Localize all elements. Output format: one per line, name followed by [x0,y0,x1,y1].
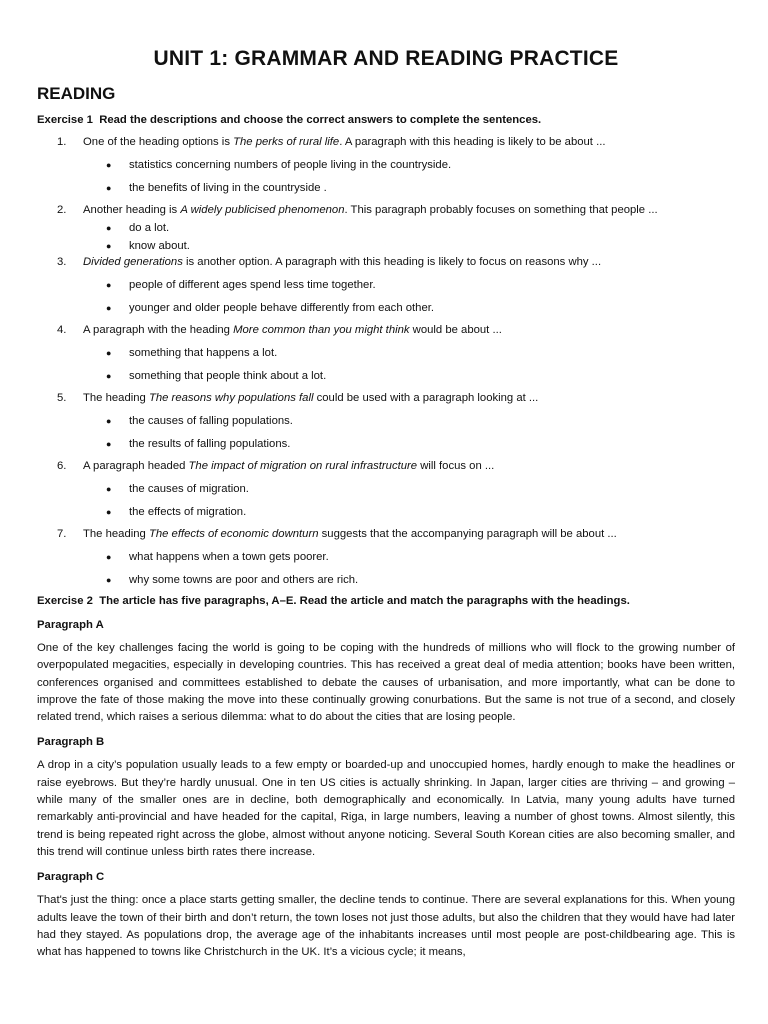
option-item[interactable] [37,504,735,520]
question-heading-italic: More common than you might think [233,324,410,336]
question-text-tail: would be about ... [409,324,502,336]
option-list [83,413,735,452]
option-item[interactable] [37,277,735,293]
option-item[interactable] [37,572,735,588]
question-text [83,324,502,336]
question-number: 7. [57,528,67,540]
question-text-tail: . This paragraph probably focuses on something that people ... [344,204,658,216]
bullet-icon: ● [106,348,112,358]
question-item [37,390,735,452]
question-text [83,136,606,148]
option-text: do a lot. [129,222,170,234]
bullet-icon: ● [106,575,112,585]
paragraph-heading: Paragraph B [37,736,105,749]
question-text-tail: will focus on ... [417,460,495,472]
option-text: what happens when a town gets poorer. [129,551,329,563]
bullet-icon: ● [106,416,112,426]
question-heading-italic: The impact of migration on rural infrastructure [188,460,418,472]
exercise-1-instruction [37,112,735,128]
option-text: why some towns are poor and others are rich. [129,574,359,586]
bullet-icon: ● [106,507,112,517]
option-item[interactable] [37,220,735,236]
option-item[interactable] [37,157,735,173]
question-text-tail: is another option. A paragraph with this heading is likely to focus on reasons why ... [182,256,602,268]
question-text [83,528,617,540]
exercise-1-label: Exercise 1 [37,114,93,126]
bullet-icon: ● [106,303,112,313]
option-text: statistics concerning numbers of people living in the countryside. [129,159,452,171]
question-text-tail: . A paragraph with this heading is likely to be about ... [339,136,606,148]
option-text: something that happens a lot. [129,347,278,359]
option-list [83,481,735,520]
question-text [83,256,601,268]
option-item[interactable] [37,180,735,196]
question-number: 3. [57,256,67,268]
section-heading: READING [37,84,116,103]
question-text-lead: Another heading is [83,204,181,216]
option-item[interactable] [37,436,735,452]
question-number: 5. [57,392,67,404]
option-text: know about. [129,240,190,252]
option-item[interactable] [37,238,735,254]
bullet-icon: ● [106,183,112,193]
question-heading-italic: Divided generations [83,256,183,268]
option-text: the benefits of living in the countryside . [129,182,327,194]
option-text: the results of falling populations. [129,438,291,450]
bullet-icon: ● [106,552,112,562]
question-text-lead: The heading [83,392,149,404]
article [37,617,735,961]
question-text [83,204,658,216]
paragraph-text: That's just the thing: once a place starts getting smaller, the decline tends to continue. There are several explanations for this. When young adults leave the town of their birth and don’t return, the town loses not just those adults, but also the children that they would have had later had they stayed. As populations drop, the average age of the inhabitants increases until most people are post-childbearing age. This is what has happened to towns like Christchurch in the UK. It’s a vicious cycle; it means, [37,894,735,959]
question-heading-italic: The perks of rural life [233,136,340,148]
question-number: 6. [57,460,67,472]
bullet-icon: ● [106,484,112,494]
question-number: 4. [57,324,67,336]
paragraph-heading: Paragraph C [37,871,105,884]
question-list [37,134,735,588]
question-heading-italic: A widely publicised phenomenon [180,204,345,216]
option-item[interactable] [37,549,735,565]
bullet-icon: ● [106,160,112,170]
paragraph-text: One of the key challenges facing the world is going to be coping with the hundreds of millions who will flock to the growing number of overpopulated megacities, especially in developing countries. This has received a great deal of media attention; books have been written, conferences organised and committees established to debate the causes of urbanisation, and more importantly, what can be done to improve the fate of those making the move into these continually growing conurbations. But the same is not true of a second, and closely related trend, which raises a serious dilemma: what to do about the cities that are losing people. [37,642,735,724]
exercise-2-label: Exercise 2 [37,595,93,607]
question-text-tail: could be used with a paragraph looking at ... [313,392,539,404]
question-number: 2. [57,204,67,216]
question-item [37,134,735,196]
bullet-icon: ● [106,371,112,381]
question-text-lead: One of the heading options is [83,136,234,148]
bullet-icon: ● [106,241,112,251]
question-text [83,392,538,404]
bullet-icon: ● [106,280,112,290]
option-list [83,277,735,316]
option-list [83,345,735,384]
question-heading-italic: The reasons why populations fall [148,392,314,404]
exercise-1-text: Read the descriptions and choose the correct answers to complete the sentences. [99,114,542,126]
option-item[interactable] [37,413,735,429]
option-text: younger and older people behave differently from each other. [129,302,435,314]
question-text-lead: The heading [83,528,149,540]
question-heading-italic: The effects of economic downturn [148,528,319,540]
question-text-tail: suggests that the accompanying paragraph will be about ... [318,528,617,540]
option-list [83,157,735,196]
question-item [37,322,735,384]
paragraph-heading: Paragraph A [37,619,104,631]
question-item [37,254,735,316]
option-text: something that people think about a lot. [129,370,327,382]
question-text-lead: A paragraph with the heading [83,324,234,336]
bullet-icon: ● [106,223,112,233]
exercise-2-instruction [37,593,735,609]
option-list [83,549,735,588]
option-list [83,220,735,254]
option-item[interactable] [37,345,735,361]
question-text [83,460,494,472]
page-title: UNIT 1: GRAMMAR AND READING PRACTICE [153,47,619,70]
option-text: the causes of migration. [129,483,249,495]
question-item [37,202,735,254]
paragraph-text: A drop in a city’s population usually leads to a few empty or boarded-up and unoccupied homes, hardly enough to make the headlines or raise eyebrows. But they’re hardly unusual. One in ten US cities is actually shrinking. In Japan, larger cities are thriving – and growing – while many of the smaller ones are in decline, both demographically and economically. In Latvia, many young adults have turned remarkably anti-provincial and have headed for the capital, Riga, in large numbers, leaving a number of ghost towns. Almost silently, this trend is being repeated right across the globe, almost without anyone noticing. Several South Korean cities are also becoming smaller, and this trend will continue unless birth rates there increase. [37,759,735,858]
question-item [37,458,735,520]
document-page [37,0,735,961]
question-number: 1. [57,136,67,148]
option-item[interactable] [37,300,735,316]
option-text: the causes of falling populations. [129,415,293,427]
option-text: the effects of migration. [129,506,247,518]
option-item[interactable] [37,481,735,497]
exercise-2-text: The article has five paragraphs, A–E. Read the article and match the paragraphs with the headings. [99,595,630,607]
option-text: people of different ages spend less time together. [129,279,376,291]
question-item [37,526,735,588]
option-item[interactable] [37,368,735,384]
bullet-icon: ● [106,439,112,449]
question-text-lead: A paragraph headed [83,460,189,472]
